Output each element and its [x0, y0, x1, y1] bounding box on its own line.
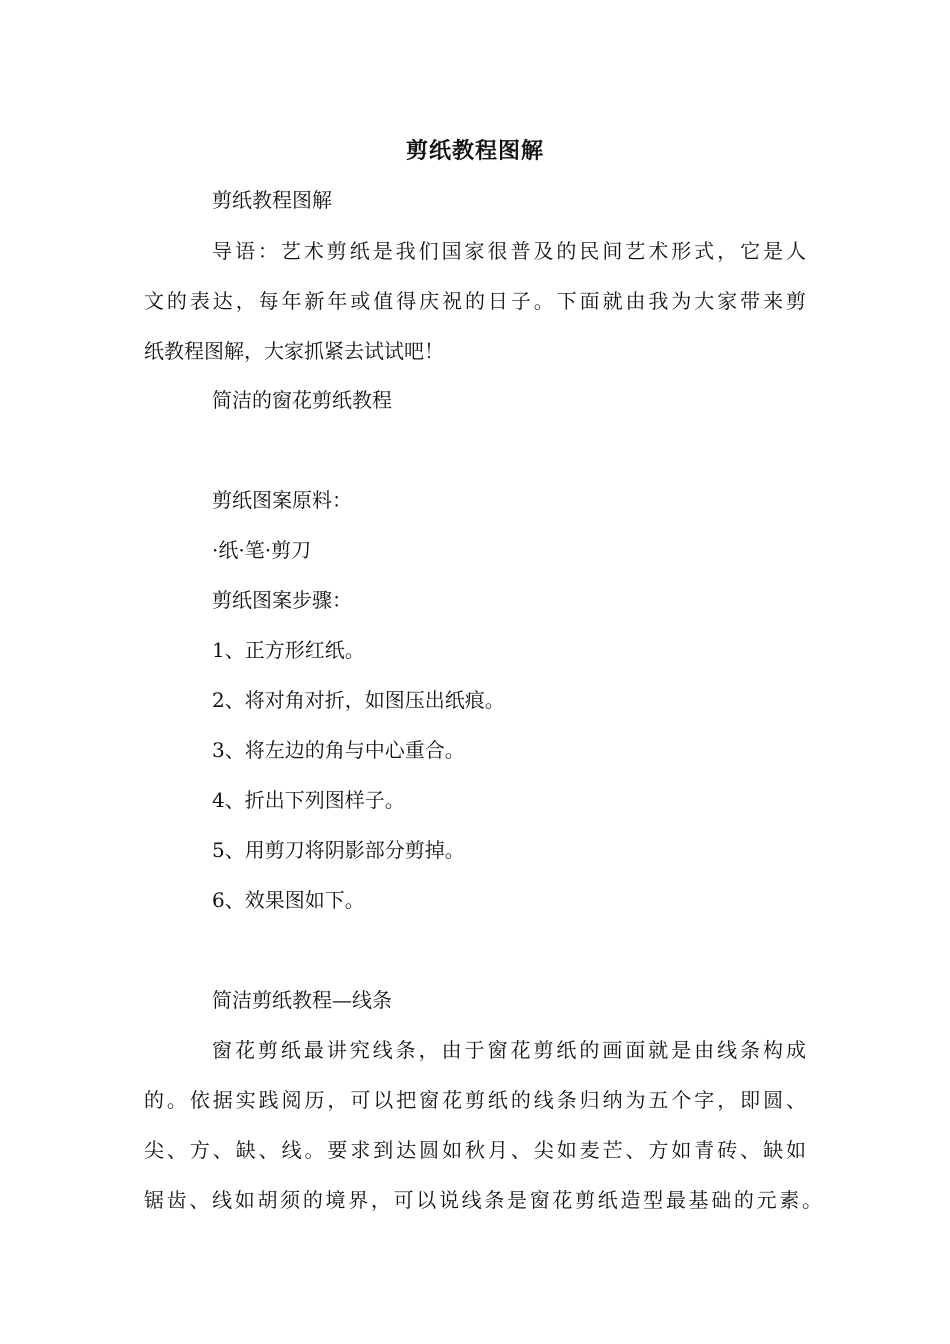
materials-list: ·纸·笔·剪刀 [212, 538, 312, 562]
document-title: 剪纸教程图解 [405, 138, 544, 164]
materials-heading: 剪纸图案原料： [212, 488, 352, 512]
steps-heading: 剪纸图案步骤： [212, 588, 352, 612]
step-item: 1、正方形红纸。 [212, 638, 365, 662]
step-item: 2、将对角对折，如图压出纸痕。 [212, 688, 505, 712]
paragraph-line: 导语：艺术剪纸是我们国家很普及的民间艺术形式，它是人 [212, 239, 806, 263]
paragraph-line: 窗花剪纸最讲究线条，由于窗花剪纸的画面就是由线条构成 [212, 1038, 806, 1062]
paragraph-line: 的。依据实践阅历，可以把窗花剪纸的线条归纳为五个字，即圆、 [144, 1088, 806, 1112]
step-item: 5、用剪刀将阴影部分剪掉。 [212, 838, 465, 862]
section-heading: 简洁的窗花剪纸教程 [212, 388, 392, 412]
paragraph-line: 尖、方、缺、线。要求到达圆如秋月、尖如麦芒、方如青砖、缺如 [144, 1138, 806, 1162]
step-item: 6、效果图如下。 [212, 888, 365, 912]
step-item: 4、折出下列图样子。 [212, 788, 405, 812]
section-heading: 简洁剪纸教程—线条 [212, 988, 392, 1012]
section-heading: 剪纸教程图解 [212, 188, 332, 212]
paragraph-line: 纸教程图解，大家抓紧去试试吧！ [144, 339, 444, 363]
paragraph-line: 锯齿、线如胡须的境界，可以说线条是窗花剪纸造型最基础的元素。 [144, 1188, 822, 1212]
step-item: 3、将左边的角与中心重合。 [212, 738, 465, 762]
paragraph-line: 文的表达，每年新年或值得庆祝的日子。下面就由我为大家带来剪 [144, 289, 806, 313]
